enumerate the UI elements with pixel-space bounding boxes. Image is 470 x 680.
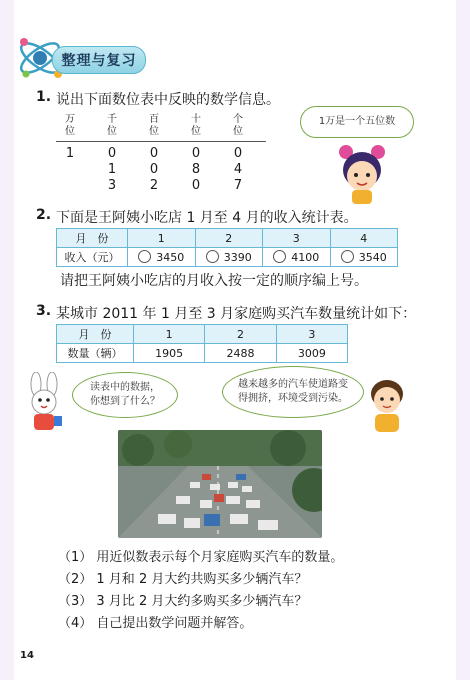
q3-subquestion-3: （3） 3 月比 2 月大约多购买多少辆汽车？ bbox=[58, 594, 308, 609]
pv-header-ge: 个 位 bbox=[233, 114, 243, 137]
table-header-cell: 2 bbox=[195, 229, 263, 248]
right-margin-stripe bbox=[456, 0, 470, 680]
answer-circle-input[interactable] bbox=[273, 250, 286, 263]
pv-cell: 7 bbox=[233, 178, 243, 193]
pv-cell: 8 bbox=[191, 162, 201, 177]
pv-divider bbox=[56, 141, 266, 142]
traffic-jam-photo bbox=[118, 430, 322, 538]
q2-text: 下面是王阿姨小吃店 1 月至 4 月的收入统计表。 bbox=[56, 210, 358, 226]
answer-circle-input[interactable] bbox=[206, 250, 219, 263]
pv-header-wan: 万 位 bbox=[65, 114, 75, 137]
q3-text: 某城市 2011 年 1 月至 3 月家庭购买汽车数量统计如下： bbox=[56, 306, 417, 322]
pv-cell: 0 bbox=[233, 146, 243, 161]
pv-cell: 0 bbox=[191, 146, 201, 161]
q3-left-speech-bubble: 读表中的数据，你想到了什么？ bbox=[72, 372, 178, 418]
pv-header-shi: 十 位 bbox=[191, 114, 201, 137]
answer-circle-input[interactable] bbox=[341, 250, 354, 263]
place-value-chart bbox=[56, 114, 266, 196]
income-cell: 3450 bbox=[128, 248, 196, 267]
pv-header-bai: 百 位 bbox=[149, 114, 159, 137]
q1-speech-bubble: 1万是一个五位数 bbox=[300, 106, 414, 138]
income-cell: 4100 bbox=[263, 248, 331, 267]
boy-character-icon bbox=[362, 372, 412, 434]
q2-instruction: 请把王阿姨小吃店的月收入按一定的顺序编上号。 bbox=[60, 273, 368, 289]
pv-cell: 0 bbox=[191, 178, 201, 193]
q3-subquestion-4: （4） 自己提出数学问题并解答。 bbox=[58, 616, 253, 631]
table-header-cell: 4 bbox=[330, 229, 398, 248]
left-margin-stripe bbox=[0, 0, 14, 680]
pv-cell: 3 bbox=[107, 178, 117, 193]
table-header-cell: 1 bbox=[134, 325, 205, 344]
girl-character-icon bbox=[332, 140, 392, 204]
pv-cell: 0 bbox=[149, 162, 159, 177]
table-header-cell: 1 bbox=[128, 229, 196, 248]
q3-subquestion-1: （1） 用近似数表示每个月家庭购买汽车的数量。 bbox=[58, 550, 344, 565]
pv-cell: 1 bbox=[65, 146, 75, 161]
table-row bbox=[57, 229, 398, 248]
pv-cell: 0 bbox=[107, 146, 117, 161]
q3-right-speech-bubble: 越来越多的汽车使道路变得拥挤，环境受到污染。 bbox=[222, 366, 364, 418]
q1-text: 说出下面数位表中反映的数学信息。 bbox=[56, 92, 280, 108]
income-table bbox=[56, 228, 398, 267]
q3-number: 3. bbox=[36, 303, 52, 319]
pv-cell: 0 bbox=[149, 146, 159, 161]
pv-header-qian: 千 位 bbox=[107, 114, 117, 137]
pv-cell: 1 bbox=[107, 162, 117, 177]
table-row bbox=[57, 325, 348, 344]
income-cell: 3540 bbox=[330, 248, 398, 267]
table-header-month: 月 份 bbox=[57, 229, 128, 248]
rabbit-character-icon bbox=[20, 372, 70, 434]
q1-number: 1. bbox=[36, 89, 52, 105]
table-header-cell: 3 bbox=[276, 325, 347, 344]
table-row bbox=[57, 248, 398, 267]
pv-cell: 2 bbox=[149, 178, 159, 193]
count-cell: 3009 bbox=[276, 344, 347, 363]
answer-circle-input[interactable] bbox=[138, 250, 151, 263]
page-number: 14 bbox=[20, 650, 34, 661]
q3-subquestion-2: （2） 1 月和 2 月大约共购买多少辆汽车？ bbox=[58, 572, 308, 587]
pv-cell: 4 bbox=[233, 162, 243, 177]
table-header-cell: 3 bbox=[263, 229, 331, 248]
q2-number: 2. bbox=[36, 207, 52, 223]
table-row bbox=[57, 344, 348, 363]
table-header-cell: 2 bbox=[205, 325, 276, 344]
car-purchase-table bbox=[56, 324, 348, 363]
count-cell: 2488 bbox=[205, 344, 276, 363]
table-label-count: 数量（辆） bbox=[57, 344, 134, 363]
income-cell: 3390 bbox=[195, 248, 263, 267]
table-label-income: 收入（元） bbox=[57, 248, 128, 267]
section-title: 整理与复习 bbox=[52, 46, 146, 74]
count-cell: 1905 bbox=[134, 344, 205, 363]
table-header-month: 月 份 bbox=[57, 325, 134, 344]
